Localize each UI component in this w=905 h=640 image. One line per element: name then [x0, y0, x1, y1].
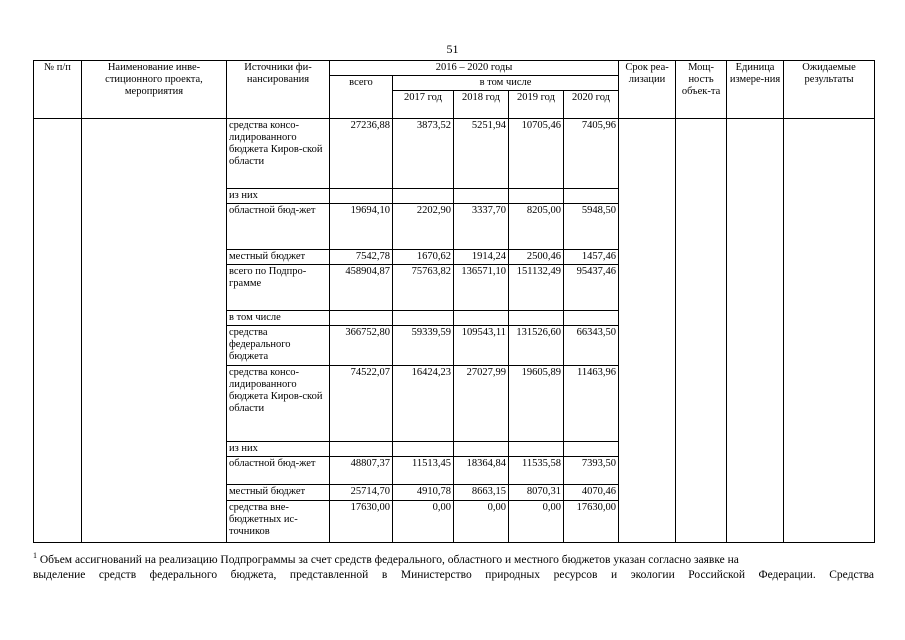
cell-total: 48807,37: [330, 457, 393, 485]
cell-source: местный бюджет: [227, 250, 330, 265]
cell-y2017: [393, 442, 454, 457]
cell-y2017: [393, 311, 454, 326]
footnote: [33, 548, 874, 583]
cell-y2017: 75763,82: [393, 265, 454, 311]
header-unit: Единица измере-ния: [727, 61, 784, 119]
cell-y2018: 109543,11: [454, 326, 509, 366]
cell-y2019: 8205,00: [509, 204, 564, 250]
cell-source: средства консо-лидированного бюджета Киров-ской области: [227, 366, 330, 442]
cell-y2019: 10705,46: [509, 119, 564, 189]
cell-y2018: 27027,99: [454, 366, 509, 442]
cell-source: областной бюд-жет: [227, 204, 330, 250]
footnote-line-1: Объем ассигнований на реализацию Подпрограммы за счет средств федерального, областного и местного бюджетов указан согласно заявке на: [37, 553, 739, 566]
cell-y2018: [454, 189, 509, 204]
cell-source: областной бюд-жет: [227, 457, 330, 485]
cell-capacity: [676, 119, 727, 543]
cell-y2018: 3337,70: [454, 204, 509, 250]
cell-y2019: 131526,60: [509, 326, 564, 366]
cell-y2020: 4070,46: [564, 485, 619, 501]
cell-y2020: [564, 189, 619, 204]
cell-y2019: 8070,31: [509, 485, 564, 501]
cell-total: 27236,88: [330, 119, 393, 189]
cell-y2020: 66343,50: [564, 326, 619, 366]
header-term: Срок реа-лизации: [619, 61, 676, 119]
header-capacity: Мощ-ность объек-та: [676, 61, 727, 119]
cell-project-name: [82, 119, 227, 543]
cell-y2020: [564, 311, 619, 326]
table-row: [34, 119, 875, 189]
cell-source: из них: [227, 189, 330, 204]
cell-y2020: 7393,50: [564, 457, 619, 485]
cell-y2018: [454, 311, 509, 326]
cell-y2019: 0,00: [509, 501, 564, 543]
cell-y2018: 0,00: [454, 501, 509, 543]
cell-total: 74522,07: [330, 366, 393, 442]
cell-y2019: 2500,46: [509, 250, 564, 265]
cell-no: [34, 119, 82, 543]
cell-total: 366752,80: [330, 326, 393, 366]
cell-total: 19694,10: [330, 204, 393, 250]
cell-y2020: 7405,96: [564, 119, 619, 189]
cell-total: 17630,00: [330, 501, 393, 543]
cell-y2018: 136571,10: [454, 265, 509, 311]
cell-y2018: [454, 442, 509, 457]
header-year: 2017 год: [393, 91, 454, 119]
cell-y2020: [564, 442, 619, 457]
cell-y2017: 3873,52: [393, 119, 454, 189]
cell-total: [330, 311, 393, 326]
cell-y2020: 1457,46: [564, 250, 619, 265]
cell-source: всего по Подпро-грамме: [227, 265, 330, 311]
cell-y2019: 19605,89: [509, 366, 564, 442]
cell-y2020: 11463,96: [564, 366, 619, 442]
cell-source: средства консо-лидированного бюджета Киров-ской области: [227, 119, 330, 189]
cell-y2017: [393, 189, 454, 204]
cell-term: [619, 119, 676, 543]
footnote-line-2: выделение средств федерального бюджета, представленной в Министерство природных ресурсов и экологии Российской Федерации. Средства: [33, 568, 874, 581]
cell-total: 25714,70: [330, 485, 393, 501]
header-source: Источники фи-нансирования: [227, 61, 330, 119]
cell-y2017: 0,00: [393, 501, 454, 543]
footnote-marker: 1: [33, 551, 37, 560]
cell-y2019: [509, 311, 564, 326]
cell-y2018: 5251,94: [454, 119, 509, 189]
funding-table: [33, 60, 875, 543]
cell-y2017: 16424,23: [393, 366, 454, 442]
cell-y2018: 1914,24: [454, 250, 509, 265]
cell-unit: [727, 119, 784, 543]
cell-y2020: 5948,50: [564, 204, 619, 250]
cell-y2017: 2202,90: [393, 204, 454, 250]
cell-y2020: 95437,46: [564, 265, 619, 311]
header-including: в том числе: [393, 76, 619, 91]
cell-source: из них: [227, 442, 330, 457]
cell-source: средства вне-бюджетных ис-точников: [227, 501, 330, 543]
cell-y2019: 151132,49: [509, 265, 564, 311]
cell-total: [330, 189, 393, 204]
header-year: 2019 год: [509, 91, 564, 119]
cell-total: [330, 442, 393, 457]
header-year: 2018 год: [454, 91, 509, 119]
cell-source: местный бюджет: [227, 485, 330, 501]
cell-y2017: 4910,78: [393, 485, 454, 501]
cell-source: в том числе: [227, 311, 330, 326]
cell-y2019: [509, 189, 564, 204]
cell-y2018: 18364,84: [454, 457, 509, 485]
cell-y2017: 11513,45: [393, 457, 454, 485]
cell-results: [784, 119, 875, 543]
header-total: всего: [330, 76, 393, 119]
cell-source: средства федерального бюджета: [227, 326, 330, 366]
header-results: Ожидаемые результаты: [784, 61, 875, 119]
cell-y2019: 11535,58: [509, 457, 564, 485]
cell-y2019: [509, 442, 564, 457]
cell-y2017: 59339,59: [393, 326, 454, 366]
header-no: № п/п: [34, 61, 82, 119]
header-name: Наименование инве-стиционного проекта, мероприятия: [82, 61, 227, 119]
cell-total: 7542,78: [330, 250, 393, 265]
cell-total: 458904,87: [330, 265, 393, 311]
cell-y2017: 1670,62: [393, 250, 454, 265]
header-period: 2016 – 2020 годы: [330, 61, 619, 76]
page-number: 51: [446, 42, 459, 56]
cell-y2018: 8663,15: [454, 485, 509, 501]
header-year: 2020 год: [564, 91, 619, 119]
cell-y2020: 17630,00: [564, 501, 619, 543]
